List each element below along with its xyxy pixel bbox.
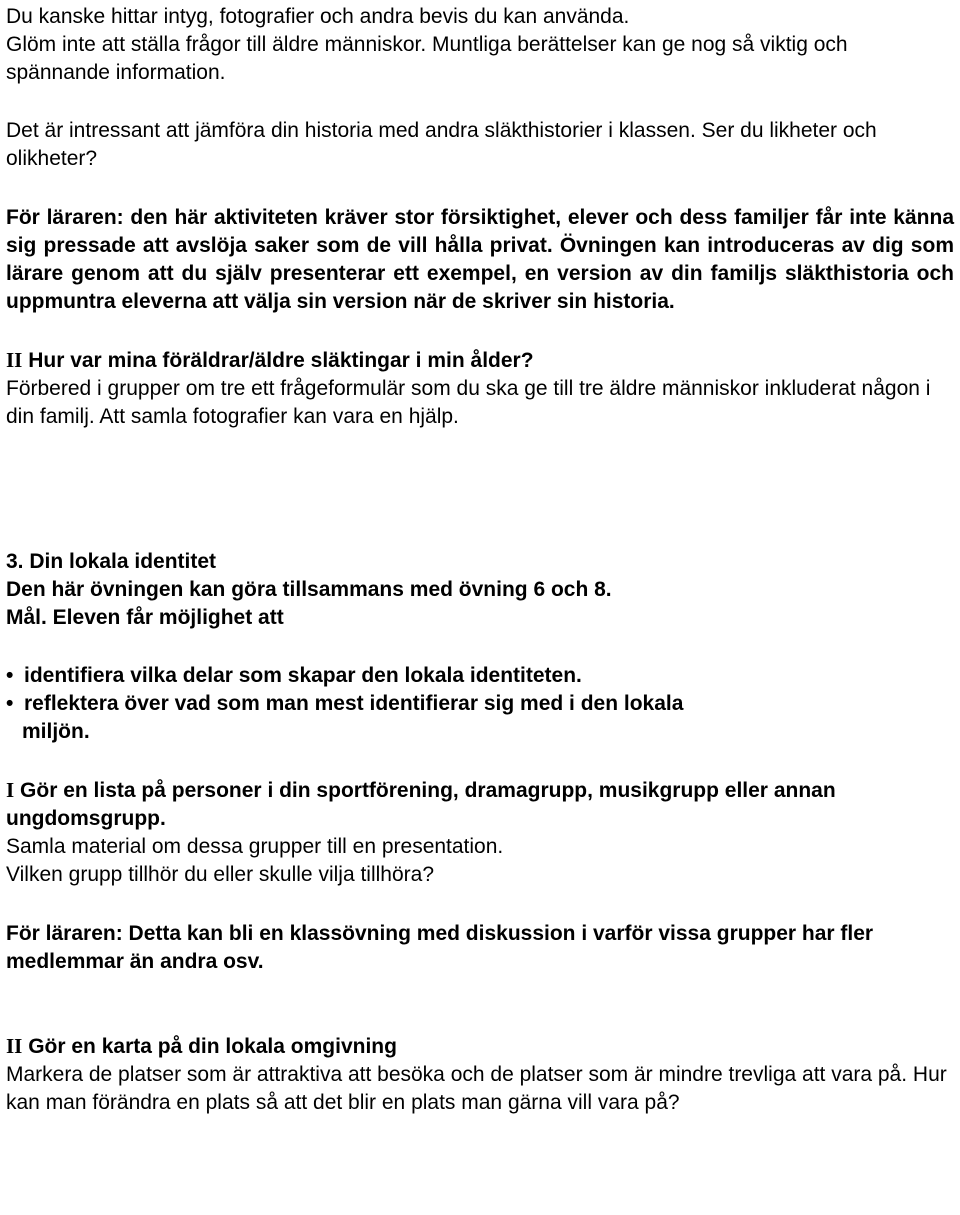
question-heading-parents xyxy=(6,346,954,375)
bullet-icon: • xyxy=(6,692,14,715)
section-subtitle: Den här övningen kan göra tillsammans med övning 6 och 8. xyxy=(6,578,612,601)
task-line-2: Vilken grupp tillhör du eller skulle vilja tillhöra? xyxy=(6,863,434,886)
teacher-note-2: För läraren: Detta kan bli en klassövning med diskussion i varför vissa grupper har fler medlemmar än andra osv. xyxy=(6,922,874,973)
task-heading-text: Gör en lista på personer i din sportförening, dramagrupp, musikgrupp eller annan ungdomsgrupp. xyxy=(6,779,836,830)
task-heading-map xyxy=(6,1032,954,1061)
bullet-icon: • xyxy=(6,664,14,687)
list-item: • identifiera vilka delar som skapar den lokala identiteten. xyxy=(6,662,954,690)
section-goal: Mål. Eleven får möjlighet att xyxy=(6,606,284,629)
spacer xyxy=(6,173,954,204)
goal-list xyxy=(6,662,954,746)
list-item-continuation: miljön. xyxy=(22,720,90,743)
spacer xyxy=(6,632,954,662)
spacer xyxy=(6,431,954,548)
paragraph-compare: Det är intressant att jämföra din historia med andra släkthistorier i klassen. Ser du likheter och olikheter? xyxy=(6,119,877,170)
list-item: • reflektera över vad som man mest identifierar sig med i den lokala xyxy=(6,690,954,718)
spacer xyxy=(6,889,954,920)
question-heading-text: Hur var mina föräldrar/äldre släktingar i min ålder? xyxy=(28,349,534,372)
paragraph-evidence-line2: Glöm inte att ställa frågor till äldre människor. Muntliga berättelser kan ge nog så viktig och spännande information. xyxy=(6,33,848,84)
task-heading-text: Gör en karta på din lokala omgivning xyxy=(28,1035,397,1058)
spacer xyxy=(6,976,954,1032)
teacher-note-1: För läraren: den här aktiviteten kräver stor försiktighet, elever och dess familjer får inte känna sig pressade att avslöja saker som de vill hålla privat. Övningen kan introduceras av dig som lärare genom att du själv presenterar ett exempel, en version av din familjs släkthistoria och uppmuntra eleverna att välja sin version när de skriver sin historia. xyxy=(6,206,954,313)
spacer xyxy=(6,746,954,776)
task-body-map: Markera de platser som är attraktiva att besöka och de platser som är mindre trevliga att vara på. Hur kan man förändra en plats så att det blir en plats man gärna vill vara på? xyxy=(6,1063,947,1114)
roman-numeral: II xyxy=(6,1034,23,1058)
task-heading-list xyxy=(6,776,954,833)
roman-numeral: I xyxy=(6,778,15,802)
task-line-1: Samla material om dessa grupper till en presentation. xyxy=(6,835,504,858)
spacer xyxy=(6,87,954,117)
section-title: 3. Din lokala identitet xyxy=(6,550,217,573)
question-body-parents: Förbered i grupper om tre ett frågeformulär som du ska ge till tre äldre människor inkluderat någon i din familj. Att samla fotografier kan vara en hjälp. xyxy=(6,377,931,428)
spacer xyxy=(6,316,954,346)
roman-numeral: II xyxy=(6,348,23,372)
paragraph-evidence-line1: Du kanske hittar intyg, fotografier och andra bevis du kan använda. xyxy=(6,5,630,28)
